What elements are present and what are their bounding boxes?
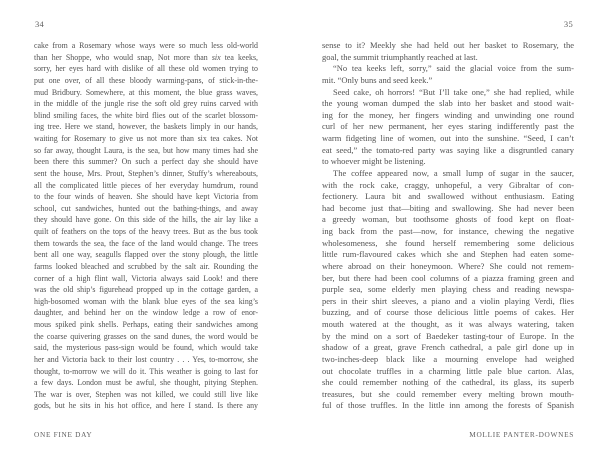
text-line: sense to it? Meekly she had held out her basket to Rosemary, the [322,40,574,50]
text-line: blind smiling faces, the white bird flies out of the scarlet blossom- [34,110,258,120]
text-line: they should have gone. On this side of the hills, the air lay like a [34,215,258,225]
text-line: mud Bridbury. Somewhere, at this moment, the blue grass waves, [34,87,258,97]
text-line: by the mind on a sort of Baedeker tasting-tour of Europe. In the [322,330,574,341]
text-line: to whoever might be listening. [322,156,426,167]
text-line: goal, the summit triumphantly reached at last. [322,51,478,62]
text-line: a few days. London must be awful, she thought, pitying Stephen. [34,378,258,388]
text-line: mit. “Only buns and seed keek.” [322,74,433,85]
page-right [322,0,574,461]
text-line: said, the mysterious pass-sign would be found, which would take [34,343,258,353]
text-line: ful of those truffles. In the little inn among the forests of Spanish [322,400,574,411]
text-line: cake from a Rosemary whose ways were so much less old-world [34,41,258,50]
text-line: been there this summer? On such a perfect day she should have [34,157,258,167]
text-line: quilt of feathers on the tops of the heavy trees. But as the bus took [34,227,258,236]
text-line: eat seed,” the tomato-red party was saying like a disgruntled canary [322,144,574,155]
text-line: the young woman dumped the slab into her basket and stood wait- [322,98,574,109]
text-line: mous spiked pink shells. Perhaps, eating their sandwiches among [34,320,258,329]
text-line: school, cut sandwiches, hunted out the bathing-things, and away [34,203,258,213]
text-line: bent all one way, seagulls flapped over the stony plough, the little [34,250,258,260]
text-line: shadow of a great, grave French cathedral, a pale girl done up in [322,342,574,353]
page-number-left: 34 [35,19,45,29]
page-number-right: 35 [563,19,573,29]
text-line: put one over, of all these bloody warming-pans, of stick-in-the- [34,75,258,85]
text-block-left [34,40,258,412]
text-line: than her Shoppe, who would snap, Not more than six tea keeks, [34,52,258,62]
text-line: out chocolate truffles in a charming little pale blue carton. Alas, [322,365,574,376]
text-line: purple sea, some elderly men playing chess and reading newspa- [322,284,574,295]
text-line: “No tea keeks left, sorry,” said the glacial voice from the sum- [333,63,574,74]
text-line: daughter, and behind her on the window ledge a row of enor- [34,308,258,318]
text-line: so far away, thought Laura, is the sea, but how many times had she [34,145,258,155]
text-line: wholesomeness, she found herself remembering some delicious [322,237,574,248]
text-line: had become just that—biting and swallowing. She had never been [322,202,574,213]
text-line: farms looked bleached and scrubbed by the salt air. Rounding the [34,261,258,271]
text-line: waiting for Rosemary to give us not more than six tea cakes. Not [34,134,258,143]
running-footer-book-title: ONE FINE DAY [34,430,93,439]
text-line: with the rock cake, craggy, unhopeful, a very Gibraltar of con- [322,179,574,190]
text-line: The coffee appeared now, a small lump of sugar in the saucer, [333,167,574,178]
text-line: ing for the money, her fingers winding and unwinding one round [322,109,574,120]
text-line: she could remember nothing of the cathedral, its glass, its superb [322,377,574,388]
text-line: pers in their shirt sleeves, a piano and a violin playing Verdi, flies [322,295,574,306]
text-line: gods, but he sits in his hot office, and here I stand. Is there any [34,401,258,411]
text-line: to the four winds of heaven. She should have kept Victoria from [34,192,258,202]
text-line: in the middle of the jungle rise the soft old grey ruins carved with [34,99,258,109]
text-line: The war is over, Stephen was not killed, we could still live like [34,389,258,399]
text-line: was the old ship’s figurehead propped up in the cottage garden, a [34,285,258,295]
text-line: a greedy woman, but toothsome ghosts of food kept on float- [322,214,574,225]
running-footer-author-name: MOLLIE PANTER-DOWNES [469,430,574,439]
text-line: the coarse quivering grasses on the sand dunes, the word would be [34,331,258,341]
text-line: fectionery. Laura bit and swallowed without enthusiasm. Eating [322,191,574,202]
text-line: high-bosomed woman with the blank blue eyes of the sea king’s [34,296,258,306]
text-line: her and Victoria back to their lost country . . . Yes, to-morrow, she [34,354,258,364]
text-line: sorry, her eyes hard with dislike of all these old women trying to [34,64,258,74]
text-line: treasures, but she could remember every melting brown mouth- [322,388,574,399]
text-line: sent the house, Mrs. Prout, Stephen’s dinner, Stuffy’s whereabouts, [34,168,258,178]
text-line: ing back from the past—now, for instance, chewing the negative [322,226,574,236]
text-line: ber, but there had been cool columns of a piazza framing green and [322,272,574,283]
text-line: them towards the sea, the face of the land would change. The trees [34,238,258,248]
text-line: ing tree. Here we stand, however, the baskets limply in our hands, [34,122,258,132]
text-line: Seed cake, oh horrors! “But I’ll take one,” she had replied, while [333,86,574,97]
text-line: warm fidgeting line of women, out into the sunshine. “Seed, I can’t [322,133,574,143]
text-block-right [322,40,574,412]
page-left [34,0,258,461]
text-line: curl of her new permanent, her eyes staring indifferently past the [322,121,574,132]
text-line: mouth watered at the thought, as it was always watering, taken [322,319,574,329]
text-line: corner of a high flint wall, Victoria always said Look! and there [34,273,258,283]
text-line: where abroad on their honeymoon. Where? She could not remem- [322,260,574,271]
text-line: little rum-flavoured cakes which she and Stephen had eaten some- [322,249,574,260]
text-line: two-inches-deep black like a mourning envelope had weighed [322,353,574,364]
text-line: buzzing, and of course those delicious little poems of cakes. Her [322,307,574,318]
text-line: all the complicated little pieces of her everyday humdrum, round [34,180,258,190]
text-line: thought, to-morrow we will do it. This weather is going to last for [34,366,258,376]
